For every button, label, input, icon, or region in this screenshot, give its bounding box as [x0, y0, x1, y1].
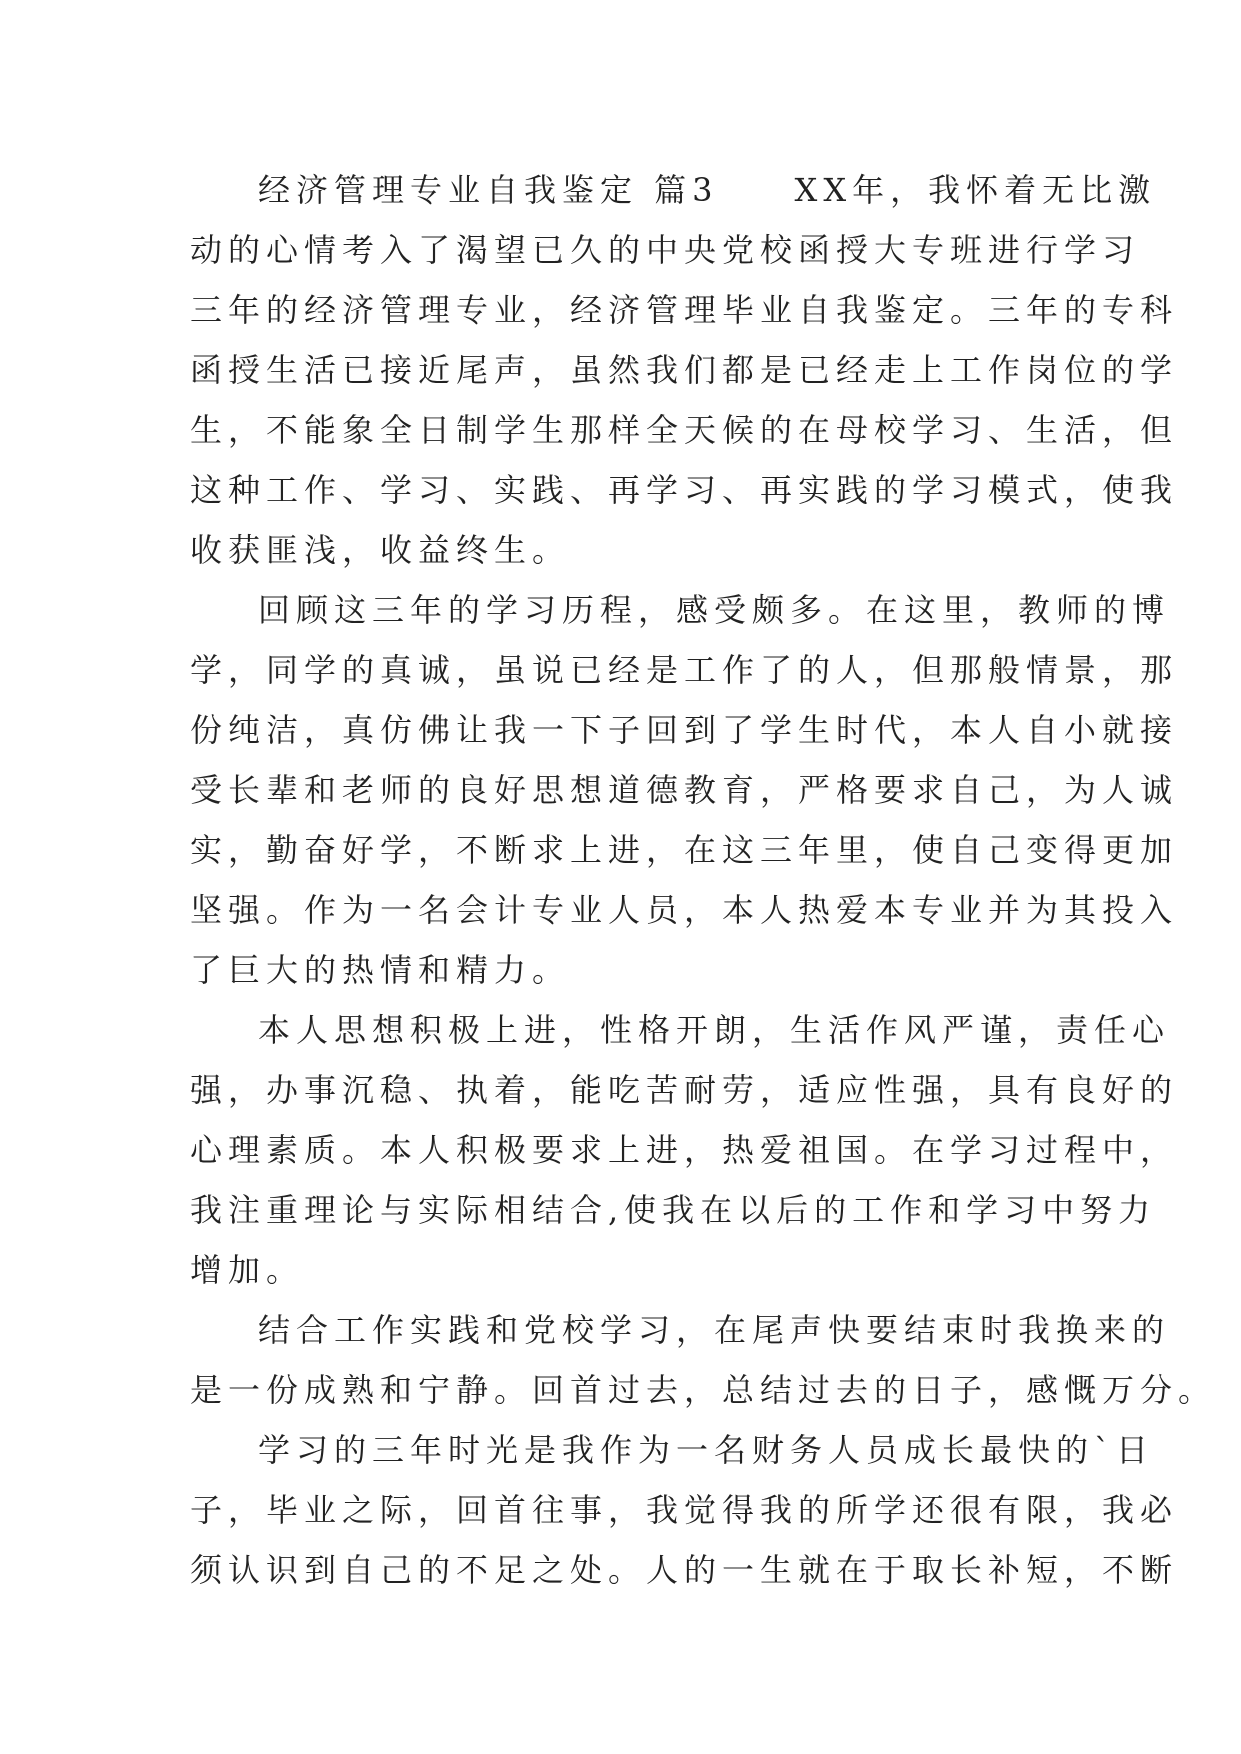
paragraph-1: [190, 160, 1179, 580]
paragraph-5: [190, 1420, 1179, 1600]
text-line: 我注重理论与实际相结合,使我在以后的工作和学习中努力: [190, 1191, 1157, 1229]
text-line: 经济管理专业自我鉴定 篇3 XX年，我怀着无比激: [258, 171, 1157, 209]
paragraph-4: [190, 1300, 1217, 1420]
text-line: 坚强。作为一名会计专业人员，本人热爱本专业并为其投入: [190, 891, 1179, 929]
text-line: 是一份成熟和宁静。回首过去，总结过去的日子，感慨万分。: [190, 1371, 1217, 1409]
text-line: 结合工作实践和党校学习，在尾声快要结束时我换来的: [258, 1311, 1171, 1349]
text-line: 函授生活已接近尾声，虽然我们都是已经走上工作岗位的学: [190, 351, 1179, 389]
text-line: 学，同学的真诚，虽说已经是工作了的人，但那般情景，那: [190, 651, 1179, 689]
text-line: 份纯洁，真仿佛让我一下子回到了学生时代，本人自小就接: [190, 711, 1179, 749]
text-line: 回顾这三年的学习历程，感受颇多。在这里，教师的博: [258, 591, 1171, 629]
text-line: 受长辈和老师的良好思想道德教育，严格要求自己，为人诚: [190, 771, 1179, 809]
text-line: 本人思想积极上进，性格开朗，生活作风严谨，责任心: [258, 1011, 1171, 1049]
text-line: 学习的三年时光是我作为一名财务人员成长最快的`日: [258, 1431, 1155, 1469]
text-line: 了巨大的热情和精力。: [190, 951, 571, 989]
paragraph-3: [190, 1000, 1179, 1300]
text-line: 增加。: [190, 1251, 305, 1289]
document-body: [190, 160, 1217, 1600]
text-line: 心理素质。本人积极要求上进，热爱祖国。在学习过程中，: [190, 1131, 1179, 1169]
text-line: 生，不能象全日制学生那样全天候的在母校学习、生活，但: [190, 411, 1179, 449]
text-line: 收获匪浅，收益终生。: [190, 531, 571, 569]
text-line: 须认识到自己的不足之处。人的一生就在于取长补短，不断: [190, 1551, 1179, 1589]
text-line: 实，勤奋好学，不断求上进，在这三年里，使自己变得更加: [190, 831, 1179, 869]
text-line: 这种工作、学习、实践、再学习、再实践的学习模式，使我: [190, 471, 1179, 509]
text-line: 强，办事沉稳、执着，能吃苦耐劳，适应性强，具有良好的: [190, 1071, 1179, 1109]
paragraph-2: [190, 580, 1179, 1000]
text-line: 子，毕业之际，回首往事，我觉得我的所学还很有限，我必: [190, 1491, 1179, 1529]
text-line: 动的心情考入了渴望已久的中央党校函授大专班进行学习: [190, 231, 1141, 269]
text-line: 三年的经济管理专业，经济管理毕业自我鉴定。三年的专科: [190, 291, 1179, 329]
